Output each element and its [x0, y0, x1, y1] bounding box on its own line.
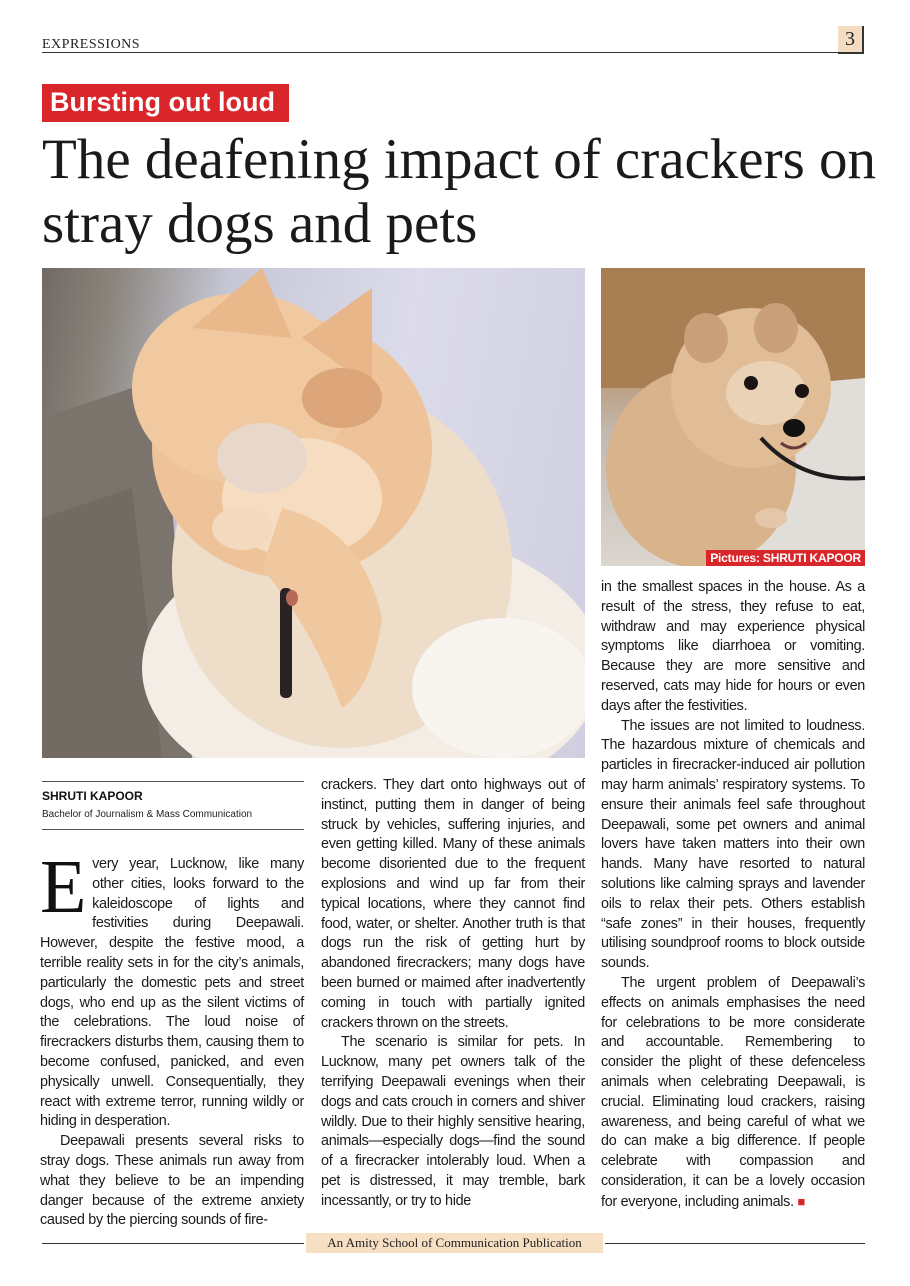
byline-rule-top: [42, 781, 304, 782]
footer-text: An Amity School of Communication Publication: [306, 1233, 603, 1253]
paragraph-text: very year, Lucknow, like many other cities, looks forward to the kaleidoscope of lights and festivities during Deepawali. However, despite the festive mood, a terrible reality sets in for the city’s animals, particularly the domestic pets and street dogs, who end up as the silent victims of the celebrations. The loud noise of firecrackers disturbs them, causing them to become confused, panicked, and even physically unwell. Consequentially, they react with extreme terror, running wildly or hiding in desperation.: [40, 856, 304, 1130]
kicker-label: Bursting out loud: [42, 84, 289, 122]
paragraph: [40, 845, 304, 1132]
dog-photo: [601, 268, 865, 566]
cat-photo: [42, 268, 585, 758]
paragraph: in the smallest spaces in the house. As a result of the stress, they refuse to eat, withdraw and may experience physical symptoms like diarrhoea or vomiting. Because they are more sensitive and reserved, cats may hide for hours or even days after the festivities.: [601, 579, 865, 714]
cat-illustration: [42, 268, 585, 758]
byline-rule-bottom: [42, 829, 304, 830]
column-1: [40, 845, 304, 1231]
paragraph: crackers. They dart onto highways out of instinct, putting them in danger of being struck by vehicles, suffering injuries, and even getting killed. Many of these animals become disoriented due to the frequent explosions and wind up far from their typical locations, where they cannot find food, water, or shelter. Another truth is that dogs run the risk of getting hurt by abandoned firecrackers; many dogs have been burned or maimed after inadvertently coming in touch with partially ignited crackers thrown on the streets.: [321, 777, 585, 1031]
section-label: EXPRESSIONS: [42, 37, 141, 52]
photo-credit: Pictures: SHRUTI KAPOOR: [706, 550, 865, 566]
page-number: 3: [838, 26, 864, 54]
column-2: [321, 776, 585, 1212]
footer-rule-right: [605, 1243, 865, 1244]
paragraph: Deepawali presents several risks to stray dogs. These animals run away from what they believe to be an impending danger because of the extreme anxiety caused by the piercing sounds of fire-: [40, 1133, 304, 1229]
author-description: Bachelor of Journalism & Mass Communication: [42, 809, 253, 820]
column-3: [601, 578, 865, 1213]
paragraph: The issues are not limited to loudness. The hazardous mixture of chemicals and particles in firecracker-induced air pollution may harm animals’ respiratory systems. To ensure their animals feel safe throughout Deepawali, some pet owners and animal lovers have taken matters into their own hands. Many have resorted to natural solutions like calming sprays and lavender oils to relax their pets. Others establish “safe zones” in their houses, frequently utilising soundproof rooms to block outside sounds.: [601, 717, 865, 972]
paragraph-text: The urgent problem of Deepawali’s effects on animals emphasises the need for celebrations to be more considerate and accountable. Remembering to consider the plight of these defenceless animals when celebrating Deepawali, is crucial. Eliminating loud crackers, raising awareness, and being careful of what we do can make a big difference. If people celebrate with compassion and consideration, it can be a lovely occasion for everyone, including animals.: [601, 974, 865, 1210]
author-name: SHRUTI KAPOOR: [42, 789, 143, 803]
header-rule: [42, 52, 838, 53]
paragraph: [601, 974, 865, 1213]
paragraph: The scenario is similar for pets. In Lucknow, many pet owners talk of the terrifying Deepawali evenings when their dogs and cats crouch in corners and shiver wildly. Due to their highly sensitive hearing, animals—especially dogs—find the sound of a firecracker intolerably loud. When a pet is distressed, it may tremble, bark incessantly, or try to hide: [321, 1034, 585, 1209]
footer-rule-left: [42, 1243, 304, 1244]
drop-cap: E: [40, 845, 87, 929]
dog-illustration: [601, 268, 865, 566]
end-mark: ■: [797, 1193, 806, 1209]
headline: The deafening impact of crackers on stray dogs and pets: [42, 128, 877, 255]
